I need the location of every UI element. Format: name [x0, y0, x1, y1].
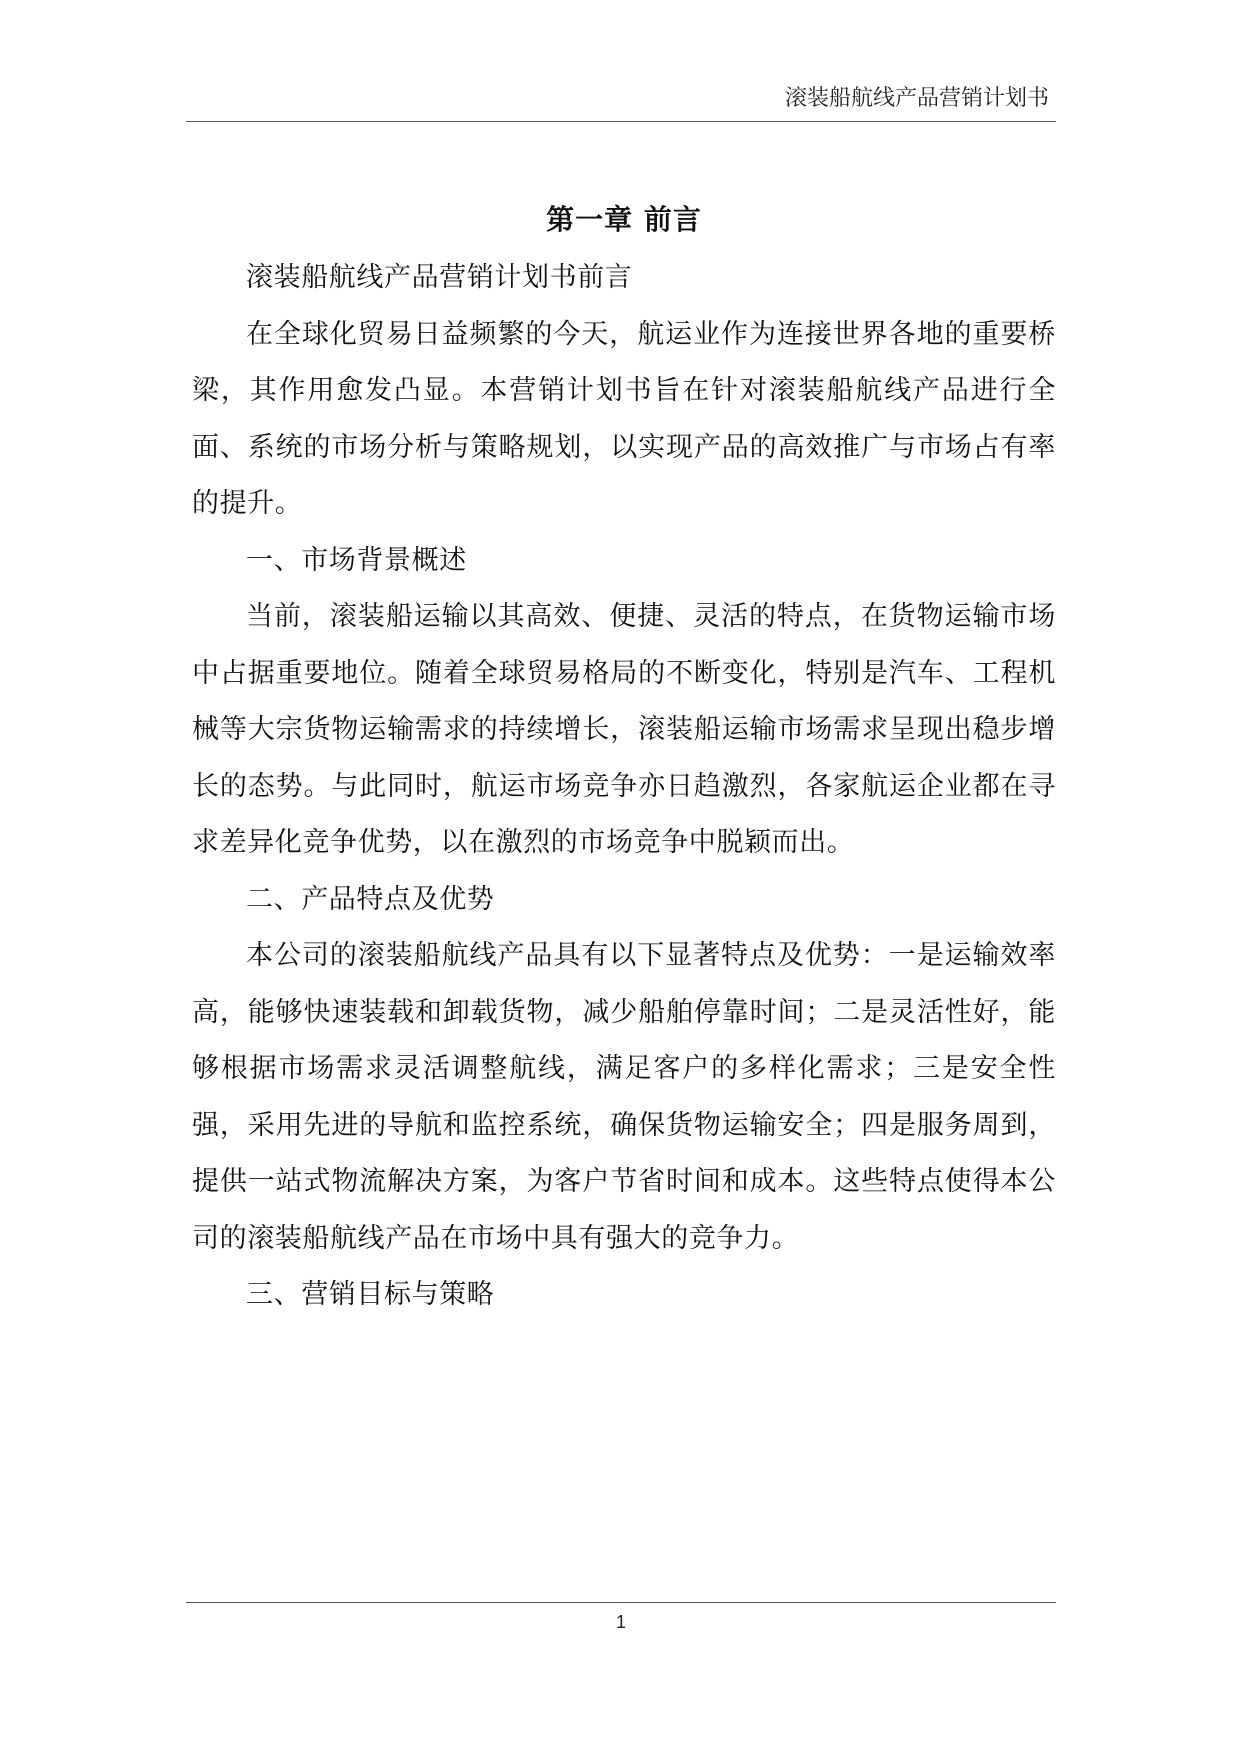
section-paragraph-market-background: 当前，滚装船运输以其高效、便捷、灵活的特点，在货物运输市场中占据重要地位。随着全球贸易格局的不断变化，特别是汽车、工程机械等大宗货物运输需求的持续增长，滚装船运输市场需求呈现出稳步增长的态势。与此同时，航运市场竞争亦日趋激烈，各家航运企业都在寻求差异化竞争优势，以在激烈的市场竞争中脱颖而出。: [192, 601, 1056, 858]
intro-title: 滚装船航线产品营销计划书前言: [246, 262, 633, 293]
page-content: [192, 190, 1056, 1324]
section-paragraph-product-features: 本公司的滚装船航线产品具有以下显著特点及优势：一是运输效率高，能够快速装载和卸载货物，减少船舶停靠时间；二是灵活性好，能够根据市场需求灵活调整航线，满足客户的多样化需求；三是安全性强，采用先进的导航和监控系统，确保货物运输安全；四是服务周到，提供一站式物流解决方案，为客户节省时间和成本。这些特点使得本公司的滚装船航线产品在市场中具有强大的竞争力。: [192, 940, 1056, 1254]
section-heading-product-features: 二、产品特点及优势: [246, 883, 495, 915]
chapter-title: 第一章 前言: [546, 203, 702, 236]
footer-divider: [186, 1602, 1056, 1603]
page-number: 1: [615, 1612, 626, 1632]
intro-paragraph: 在全球化贸易日益频繁的今天，航运业作为连接世界各地的重要桥梁，其作用愈发凸显。本营销计划书旨在针对滚装船航线产品进行全面、系统的市场分析与策略规划，以实现产品的高效推广与市场占有率的提升。: [192, 318, 1056, 519]
header-divider: [186, 121, 1056, 122]
running-header: 滚装船航线产品营销计划书: [784, 86, 1049, 111]
section-heading-market-background: 一、市场背景概述: [246, 544, 467, 576]
section-heading-marketing-goals: 三、营销目标与策略: [246, 1279, 495, 1310]
